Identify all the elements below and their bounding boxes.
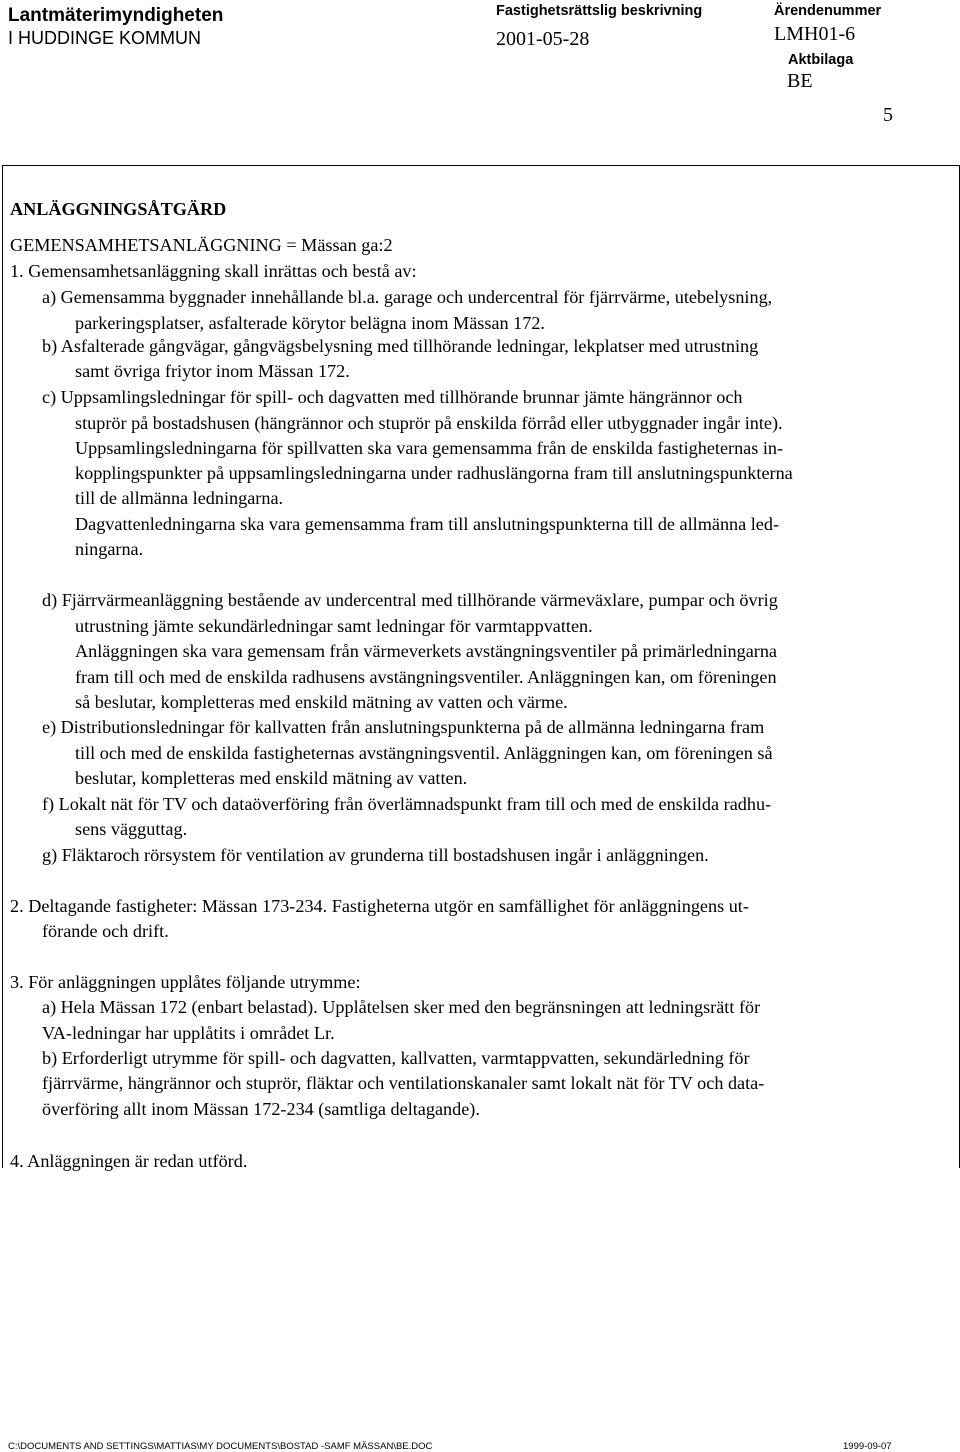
text-line: 4. Anläggningen är redan utförd. bbox=[10, 1151, 248, 1171]
text-line: 3. För anläggningen upplåtes följande utrymme: bbox=[10, 972, 361, 992]
footer-file-path: C:\DOCUMENTS AND SETTINGS\MATTIAS\MY DOCUMENTS\BOSTAD -SAMF MÄSSAN\BE.DOC bbox=[8, 1441, 433, 1452]
attachment-value: BE bbox=[787, 70, 813, 92]
attachment-label: Aktbilaga bbox=[788, 52, 854, 68]
facility-title: GEMENSAMHETSANLÄGGNING = Mässan ga:2 bbox=[10, 235, 393, 255]
text-line: ningarna. bbox=[75, 539, 144, 559]
municipality-name: I HUDDINGE KOMMUN bbox=[8, 28, 201, 48]
text-line: beslutar, kompletteras med enskild mätning av vatten. bbox=[75, 768, 468, 788]
organization-name: Lantmäterimyndigheten bbox=[8, 5, 224, 26]
text-line: fjärrvärme, hängrännor och stuprör, fläktar och ventilationskanaler samt lokalt nät för TV och data- bbox=[42, 1073, 765, 1093]
text-line: så beslutar, kompletteras med enskild mätning av vatten och värme. bbox=[75, 692, 568, 712]
text-line: kopplingspunkter på uppsamlingsledningarna under radhuslängorna fram till anslutningspunkterna bbox=[75, 463, 793, 483]
text-line: till de allmänna ledningarna. bbox=[75, 488, 284, 508]
text-line: f) Lokalt nät för TV och dataöverföring från överlämnadspunkt fram till och med de enskilda radhu- bbox=[42, 794, 772, 814]
text-line: Uppsamlingsledningarna för spillvatten ska vara gemensamma från de enskilda fastigheternas in- bbox=[75, 438, 784, 458]
document-date: 2001-05-28 bbox=[496, 28, 590, 50]
text-line: a) Hela Mässan 172 (enbart belastad). Upplåtelsen sker med den begränsningen att ledningsrätt för bbox=[42, 997, 761, 1017]
text-line: d) Fjärrvärmeanläggning bestående av undercentral med tillhörande värmeväxlare, pumpar och övrig bbox=[42, 590, 778, 610]
text-line: e) Distributionsledningar för kallvatten från anslutningspunkterna på de allmänna ledningarna fram bbox=[42, 717, 765, 737]
text-line: utrustning jämte sekundärledningar samt ledningar för varmtappvatten. bbox=[75, 616, 593, 636]
text-line: förande och drift. bbox=[42, 921, 169, 941]
text-line: stuprör på bostadshusen (hängrännor och stuprör på enskilda förråd eller utbyggnader ingår inte). bbox=[75, 413, 783, 433]
text-line: samt övriga friytor inom Mässan 172. bbox=[75, 361, 350, 381]
text-line: b) Asfalterade gångvägar, gångvägsbelysning med tillhörande ledningar, lekplatser med utrustning bbox=[42, 336, 759, 356]
section-heading: ANLÄGGNINGSÅTGÄRD bbox=[10, 199, 227, 219]
text-line: sens vägguttag. bbox=[75, 819, 188, 839]
case-number-label: Ärendenummer bbox=[774, 3, 882, 19]
page-number: 5 bbox=[883, 104, 893, 126]
text-line: 2. Deltagande fastigheter: Mässan 173-234. Fastigheterna utgör en samfällighet för anläggningens ut- bbox=[10, 896, 749, 916]
case-number: LMH01-6 bbox=[774, 23, 856, 45]
text-line: g) Fläktaroch rörsystem för ventilation av grunderna till bostadshusen ingår i anläggningen. bbox=[42, 845, 709, 865]
text-line: b) Erforderligt utrymme för spill- och dagvatten, kallvatten, varmtappvatten, sekundärledning för bbox=[42, 1048, 750, 1068]
text-line: till och med de enskilda fastigheternas avstängningsventil. Anläggningen kan, om föreningen så bbox=[75, 743, 773, 763]
text-line: a) Gemensamma byggnader innehållande bl.a. garage och undercentral för fjärrvärme, utebelysning, bbox=[42, 287, 773, 307]
text-line: parkeringsplatser, asfalterade körytor belägna inom Mässan 172. bbox=[75, 313, 545, 333]
text-line: Anläggningen ska vara gemensam från värmeverkets avstängningsventiler på primärledningarna bbox=[75, 641, 777, 661]
text-line: 1. Gemensamhetsanläggning skall inrättas och bestå av: bbox=[10, 261, 417, 281]
text-line: fram till och med de enskilda radhusens avstängningsventiler. Anläggningen kan, om föreningen bbox=[75, 667, 777, 687]
text-line: c) Uppsamlingsledningar för spill- och dagvatten med tillhörande brunnar jämte hängrännor och bbox=[42, 387, 743, 407]
text-line: överföring allt inom Mässan 172-234 (samtliga deltagande). bbox=[42, 1099, 480, 1119]
document-type: Fastighetsrättslig beskrivning bbox=[496, 3, 703, 19]
footer-date: 1999-09-07 bbox=[843, 1441, 892, 1452]
text-line: Dagvattenledningarna ska vara gemensamma fram till anslutningspunkterna till de allmänna led- bbox=[75, 514, 780, 534]
text-line: VA-ledningar har upplåtits i området Lr. bbox=[42, 1023, 335, 1043]
